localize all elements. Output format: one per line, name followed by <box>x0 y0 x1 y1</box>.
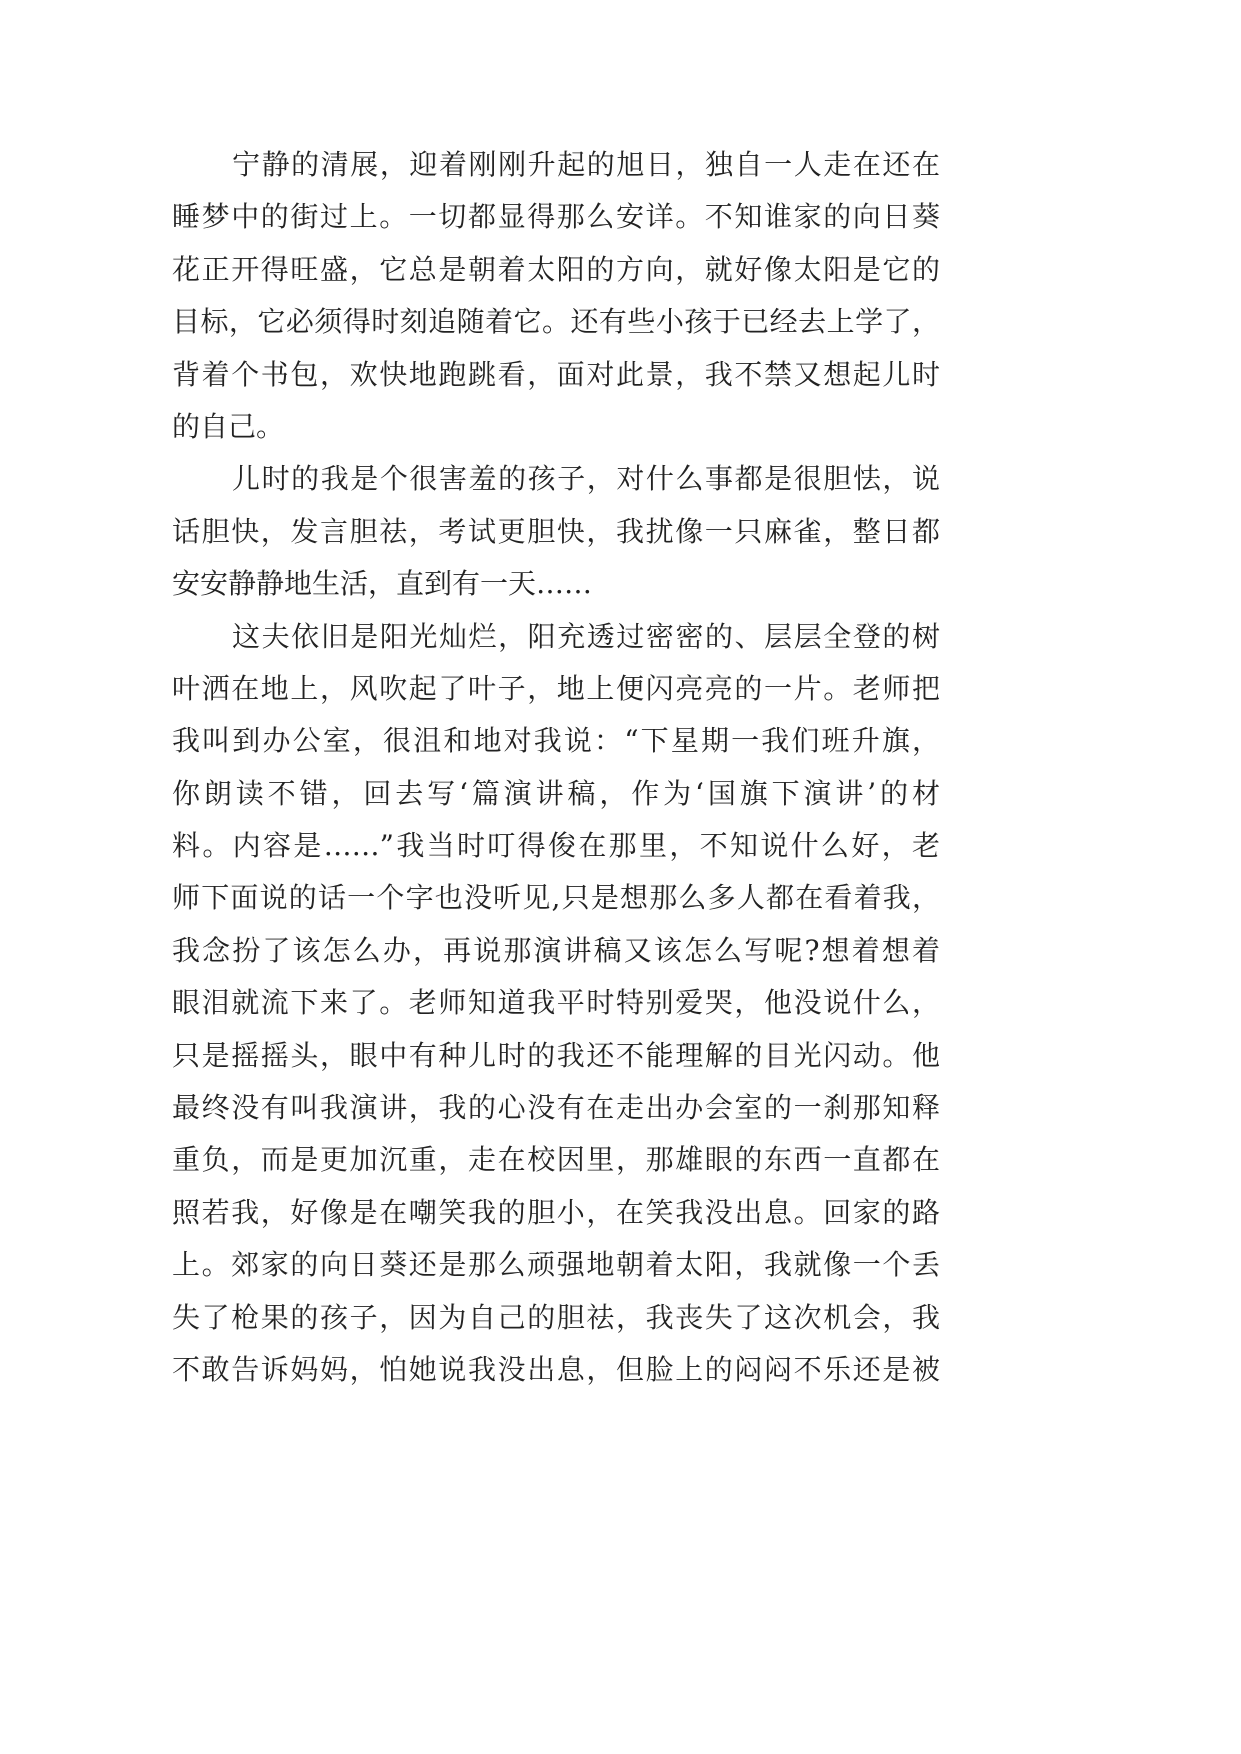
text-line: 这夫依旧是阳光灿烂，阳充透过密密的、层层全登的树 <box>232 619 940 653</box>
text-line: 你朗读不错，回去写‘篇演讲稿，作为‘国旗下演讲’的材 <box>172 776 940 810</box>
text-line: 睡梦中的街过上。一切都显得那么安详。不知谁家的向日葵 <box>172 200 940 234</box>
text-line: 我念扮了该怎么办，再说那演讲稿又该怎么写呢?想着想着 <box>172 933 940 967</box>
text-line: 师下面说的话一个字也没听见,只是想那么多人都在看着我， <box>172 881 940 915</box>
text-line: 眼泪就流下来了。老师知道我平时特别爱哭，他没说什么， <box>172 986 940 1020</box>
text-line: 宁静的清展，迎着刚刚升起的旭日，独自一人走在还在 <box>232 148 940 181</box>
text-line: 只是摇摇头，眼中有种儿时的我还不能理解的目光闪动。他 <box>172 1038 940 1072</box>
text-line: 最终没有叫我演讲，我的心没有在走出办会室的一刹那知释 <box>172 1091 940 1125</box>
paragraph-3 <box>172 611 940 1397</box>
text-line: 叶洒在地上，风吹起了叶子，地上便闪亮亮的一片。老师把 <box>172 671 940 705</box>
paragraph-1 <box>172 139 940 453</box>
text-line: 料。内容是……”我当时叮得俊在那里，不知说什么好，老 <box>172 829 940 863</box>
document-body <box>172 139 940 1396</box>
text-line: 不敢告诉妈妈，怕她说我没出息，但脸上的闷闷不乐还是被 <box>172 1352 940 1386</box>
text-line: 我叫到办公室，很沮和地对我说：“下星期一我们班升旗， <box>172 724 940 758</box>
text-line: 的自己。 <box>172 409 285 443</box>
text-line: 安安静静地生活，直到有一天…… <box>172 567 593 601</box>
paragraph-2 <box>172 453 940 610</box>
text-line: 花正开得旺盛，它总是朝着太阳的方向，就好像太阳是它的 <box>172 252 940 286</box>
text-line: 儿时的我是个很害羞的孩子，对什么事都是很胆怯，说 <box>232 462 940 496</box>
text-line: 重负，而是更加沉重，走在校因里，那雄眼的东西一直都在 <box>172 1143 940 1177</box>
text-line: 上。郊家的向日葵还是那么顽强地朝着太阳，我就像一个丢 <box>172 1248 940 1282</box>
text-line: 失了枪果的孩子，因为自己的胆祛，我丧失了这次机会，我 <box>172 1300 940 1334</box>
text-line: 话胆快，发言胆祛，考试更胆快，我扰像一只麻雀，整日都 <box>172 514 940 548</box>
text-line: 目标，它必须得时刻追随着它。还有些小孩于已经去上学了， <box>172 305 940 339</box>
text-line: 背着个书包，欢快地跑跳看，面对此景，我不禁又想起儿时 <box>172 357 940 391</box>
text-line: 照若我，好像是在嘲笑我的胆小，在笑我没出息。回家的路 <box>172 1195 940 1229</box>
